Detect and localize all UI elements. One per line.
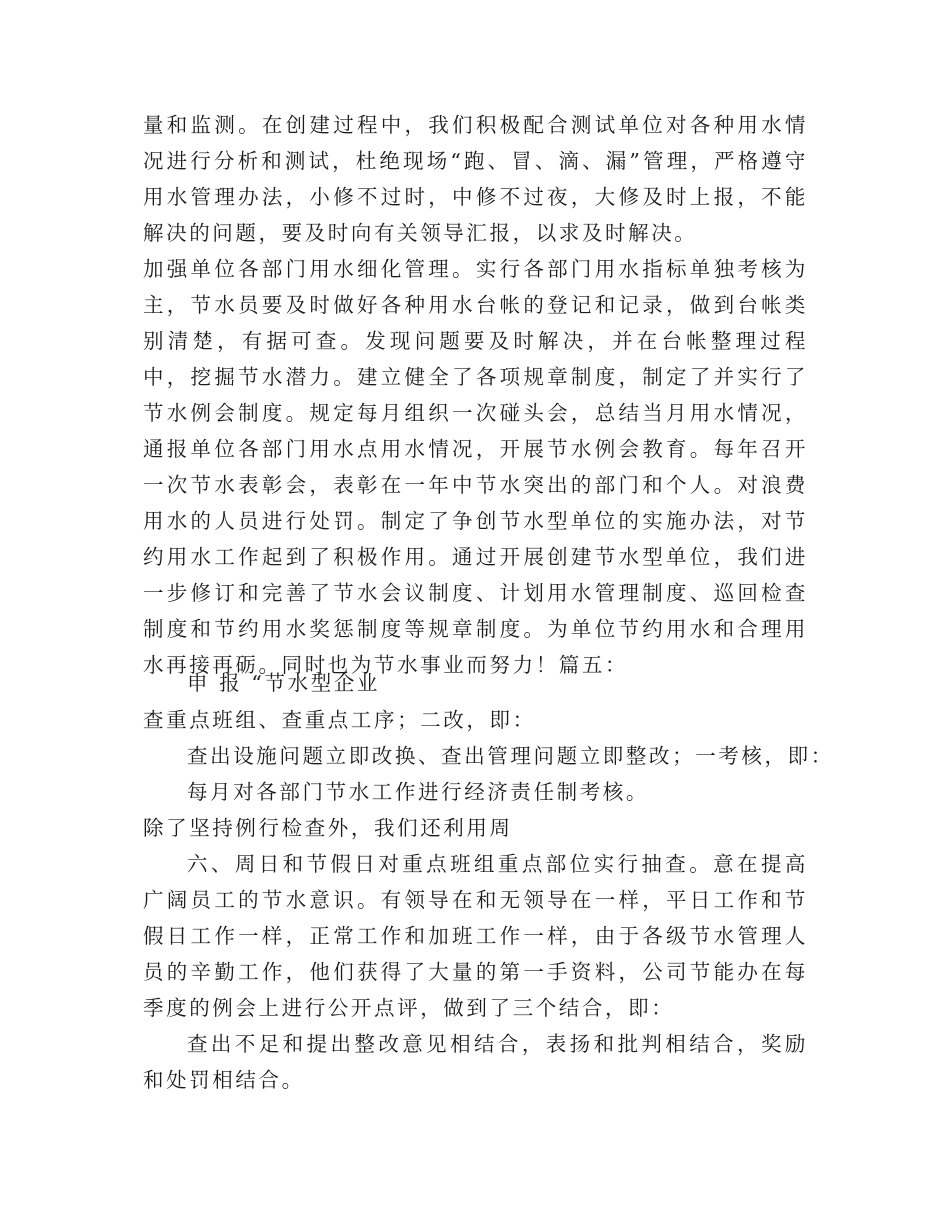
paragraph-monthly-assessment: 每月对各部门节水工作进行经济责任制考核。 (187, 780, 649, 804)
paragraph-spot-checks: 六、周日和节假日对重点班组重点部位实行抽查。意在提高广阔员工的节水意识。有领导在和无领导在一样，平日工作和节假日工作一样，正常工作和加班工作一样，由于各级节水管理人员的辛勤工作，他们获得了大量的第一手资料，公司节能办在每季度的例会上进行公开点评，做到了三个结合，即： (143, 852, 808, 1020)
paragraph-inspection-key-groups: 查重点班组、查重点工序；二改，即： (143, 708, 536, 732)
paragraph-water-monitoring: 量和监测。在创建过程中，我们积极配合测试单位对各种用水情况进行分析和测试，杜绝现场“跑、冒、滴、漏”管理，严格遵守用水管理办法，小修不过时，中修不过夜，大修及时上报，不能解决的问题，要及时向有关领导汇报，以求及时解决。 (143, 113, 808, 245)
paragraph-department-management: 加强单位各部门用水细化管理。实行各部门用水指标单独考核为主，节水员要及时做好各种用水台帐的登记和记录，做到台帐类别清楚，有据可查。发现问题要及时解决，并在台帐整理过程中，挖掘节水潜力。建立健全了各项规章制度，制定了并实行了节水例会制度。规定每月组织一次碰头会，总结当月用水情况，通报单位各部门用水点用水情况，开展节水例会教育。每年召开一次节水表彰会，表彰在一年中节水突出的部门和个人。对浪费用水的人员进行处罚。制定了争创节水型单位的实施办法，对节约用水工作起到了积极作用。通过开展创建节水型单位，我们进一步修订和完善了节水会议制度、计划用水管理制度、巡回检查制度和节约用水奖惩制度等规章制度。为单位节约用水和合理用水再接再砺。同时也为节水事业而努力！篇五： (143, 257, 808, 677)
paragraph-application-heading: 申 报 “节水型企业 (187, 671, 381, 695)
paragraph-three-combinations: 查出不足和提出整改意见相结合，表扬和批判相结合，奖励和处罚相结合。 (143, 1032, 808, 1092)
paragraph-rectification: 查出设施问题立即改换、查出管理问题立即整改；一考核，即： (187, 744, 834, 768)
paragraph-routine-inspection: 除了坚持例行检查外，我们还利用周 (143, 816, 513, 840)
